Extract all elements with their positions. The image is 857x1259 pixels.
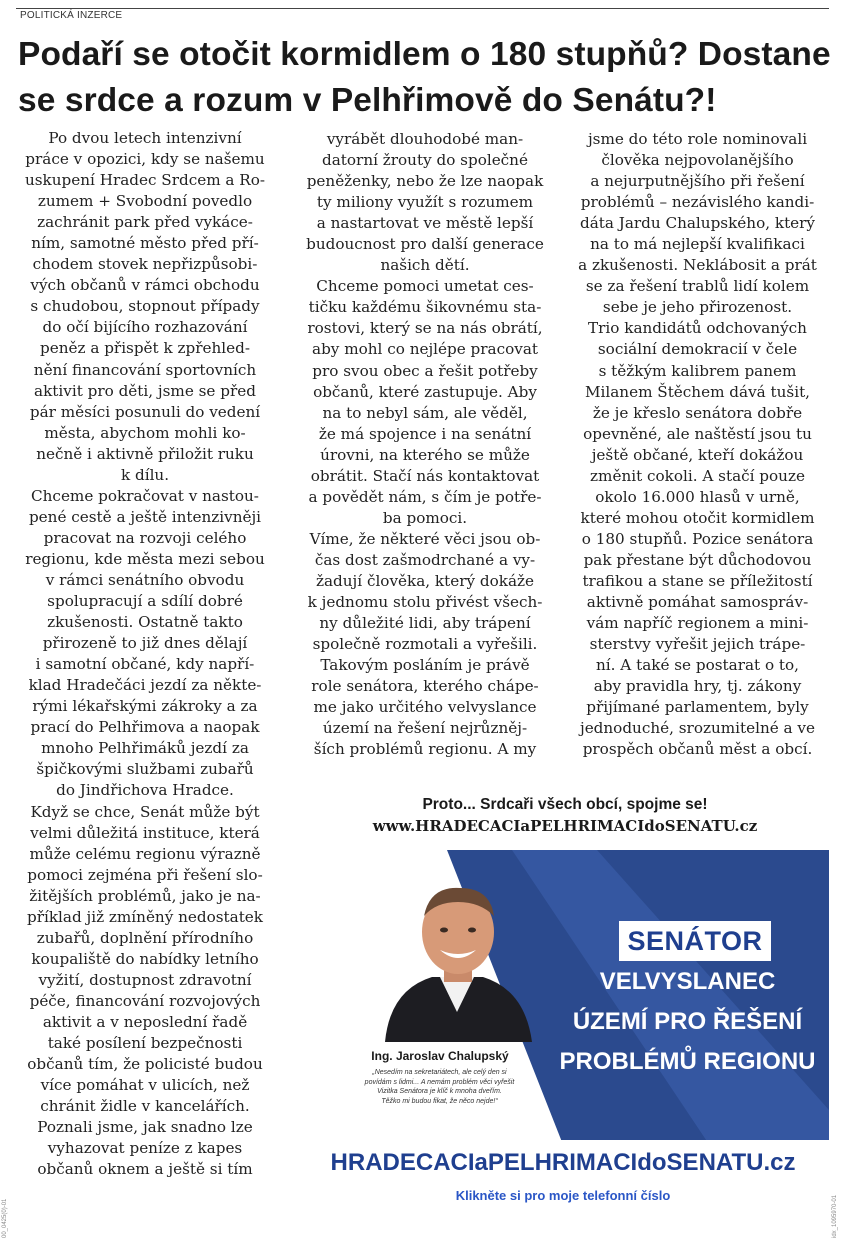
article-text-line: pro svou obec a řešit potřeby [312, 361, 538, 380]
article-text-line: budoucnost pro další generace [306, 235, 544, 254]
article-text-line: k dílu. [120, 465, 170, 484]
article-text-line: sebe je jeho přirozenost. [602, 298, 793, 317]
article-text-line: o 180 stupňů. Pozice senátora [581, 529, 814, 548]
article-text-line: vyžití, dostupnost zdravotní [38, 970, 252, 989]
article-text-line: Trio kandidátů odchovaných [588, 319, 807, 338]
article-text-line: me jako určitého velvyslance [313, 698, 537, 717]
article-text-line: čas dost zašmodrchané a vy- [314, 550, 536, 569]
headline [18, 32, 833, 124]
article-text-line: Víme, že některé věci jsou ob- [309, 529, 541, 548]
article-text-line: na to nebyl sám, ale věděl, [322, 403, 528, 422]
article-text-line: do Jindřichova Hradce. [56, 781, 234, 800]
quote-line: „Nesedím na sekretariátech, ale celý den si [372, 1069, 507, 1076]
article-text-line: dáta Jardu Chalupského, který [579, 214, 815, 233]
article-text-line: na to má nejlepší kvalifikaci [590, 235, 805, 254]
quote-line: Vizitka Senátora je klíč k mnoha dveřím. [377, 1088, 502, 1095]
banner-title-line: ÚZEMÍ PRO ŘEŠENÍ [572, 1008, 803, 1035]
article-text-line: úrovni, na kterého se může [320, 445, 530, 464]
article-text-line: Chceme pokračovat v nastou- [31, 486, 259, 505]
candidate-photo [370, 872, 545, 1042]
article-text-line: žadují člověka, který dokáže [315, 571, 535, 590]
article-text-line: zachránit park před vykáce- [37, 213, 253, 232]
headline-line: se srdce a rozum v Pelhřimově do Senátu?! [18, 82, 717, 119]
article-text-line: a nejurputnějšího při řešení [590, 172, 805, 191]
article-text-line: Když se chce, Senát může být [30, 802, 260, 821]
headline-line: Podaří se otočit kormidlem o 180 stupňů? Dostane [18, 36, 831, 73]
article-text-line: práce v opozici, kdy se našemu [25, 150, 265, 169]
article-text-line: obrátit. Stačí nás kontaktovat [310, 466, 540, 485]
article-text-line: více pomáhat v ulicích, než [40, 1076, 250, 1095]
banner-badge-senator: SENÁTOR [619, 921, 771, 961]
article-text-line: Takovým posláním je právě [320, 656, 530, 675]
candidate-name: Ing. Jaroslav Chalupský [371, 1049, 509, 1063]
article-text-line: role senátora, kterého chápe- [311, 677, 539, 696]
banner-title-line: PROBLÉMŮ REGIONU [559, 1048, 816, 1075]
article-text-line: společně rozmotali a vyřešili. [312, 635, 538, 654]
article-text-line: že je křeslo senátora dobře [592, 403, 803, 422]
closing-website[interactable]: www.HRADECACIaPELHRIMACIdoSENATU.cz [372, 817, 758, 835]
article-text-line: prací do Pelhřimova a naopak [30, 718, 260, 737]
article-text-line: vyhazovat peníze z kapes [47, 1139, 243, 1158]
article-text-line: ba pomoci. [382, 508, 468, 527]
article-text-line: sociální demokracií v čele [597, 340, 798, 359]
quote-line: Těžko mi budou fikat, že něco nejde!“ [381, 1097, 498, 1105]
article-text-line: zkušenosti. Ostatně takto [47, 613, 243, 632]
article-text-line: pár měsíci posunuli do vedení [29, 402, 261, 421]
article-text-line: které mohou otočit kormidlem [580, 508, 815, 527]
article-text-line: a nastartovat ve městě lepší [316, 214, 534, 233]
article-text-line: Chceme pomoci umetat ces- [316, 277, 534, 296]
article-text-line: tičku každému šikovnému sta- [308, 298, 542, 317]
article-text-line: ších problémů regionu. A my [313, 740, 537, 759]
article-text-line: ty miliony využít s rozumem [316, 193, 534, 212]
article-text-line: peněz a přispět k zpřehled- [40, 339, 250, 358]
article-text-line: datorní žrouty do společné [322, 151, 528, 170]
article-text-line: špičkovými službami zubařů [36, 760, 254, 779]
article-text-line: prospěch občanů měst a obcí. [582, 740, 813, 759]
article-text-line: přijímané parlamentem, byly [586, 698, 809, 717]
article-text-line: vých občanů v rámci obchodu [30, 276, 260, 295]
article-text-line: aktivit a v neposlední řadě [42, 1012, 248, 1031]
article-text-line: opevněné, ale naštěstí jsou tu [583, 424, 812, 443]
article-text-line: Po dvou letech intenzivní [48, 129, 242, 147]
article-text-line: občanů tím, že policisté budou [27, 1055, 263, 1074]
article-text-line: spolupracují a sdílí dobré [47, 592, 243, 611]
article-text-line: do očí bijícího rozhazování [42, 318, 248, 337]
article-text-line: s těžkým kalibrem panem [598, 361, 797, 380]
article-text-line: aby pravidla hry, tj. zákony [593, 677, 802, 696]
article-text-line: ještě občané, kteří dokážou [591, 445, 804, 464]
article-text-line: aktivit pro děti, jsme se před [34, 381, 256, 400]
article-text-line: člověka nejpovolanějšího [601, 151, 794, 170]
article-text-line: občanů oknem a ještě si tím [37, 1160, 253, 1179]
article-text-line: změnit cokoli. A stačí pouze [590, 466, 805, 485]
article-text-line: jednoduché, srozumitelné a ve [579, 719, 815, 738]
article-column-1 [10, 128, 280, 1180]
right-margin-code: idx_1095970-01 [832, 1194, 838, 1238]
top-rule [16, 8, 829, 9]
closing-slogan: Proto... Srdcaři všech obcí, spojme se! [422, 796, 708, 813]
article-text-line: s chudobou, stopnout případy [30, 297, 260, 316]
article-text-line: jsme do této role nominovali [587, 130, 808, 148]
article-text-line: v rámci senátního obvodu [45, 570, 245, 589]
article-text-line: trafikou a stane se příležitostí [582, 571, 813, 590]
article-text-line: sterstvy vyřešit jejich trápe- [589, 635, 806, 654]
article-text-line: a zkušenosti. Neklábosit a prát [578, 256, 817, 275]
article-column-2 [290, 129, 560, 760]
article-text-line: ní. A také se postarat o to, [596, 656, 799, 675]
article-text-line: k jednomu stolu přivést všech- [307, 593, 543, 612]
article-text-line: uskupení Hradec Srdcem a Ro- [24, 171, 266, 190]
article-text-line: chránit židle v kancelářích. [40, 1097, 250, 1116]
banner-website-link[interactable]: HRADECACIaPELHRIMACIdoSENATU.cz [330, 1149, 796, 1176]
article-text-line: klad Hradečáci jezdí za někte- [28, 676, 262, 695]
article-text-line: peněženky, nebo že lze naopak [306, 172, 544, 191]
article-text-line: se za řešení trablů lidí kolem [585, 277, 810, 296]
article-text-line: rými lékařskými zákroky a za [32, 697, 258, 716]
article-text-line: ny důležité lidi, aby trápení [319, 614, 531, 633]
article-text-line: nění financování sportovních [33, 360, 257, 379]
article-text-line: přirozeně to již dnes dělají [42, 634, 248, 653]
article-text-line: zumem + Svobodní povedlo [37, 192, 253, 211]
article-text-line: péče, financování rozvojových [29, 991, 261, 1010]
article-text-line: našich dětí. [380, 256, 470, 275]
article-text-line: velmi důležitá instituce, která [30, 823, 260, 842]
article-text-line: aby mohl co nejlépe pracovat [312, 340, 538, 359]
article-text-line: regionu, kde města mezi sebou [25, 549, 265, 568]
article-column-3 [565, 129, 830, 760]
article-text-line: města, abychom mohli ko- [44, 423, 246, 442]
article-text-line: občanů, které zastupuje. Aby [313, 382, 537, 401]
section-label: POLITICKÁ INZERCE [20, 10, 123, 21]
article-text-line: zubařů, doplnění přírodního [36, 928, 254, 947]
article-text-line: Poznali jsme, jak snadno lze [37, 1118, 253, 1137]
article-text-line: okolo 16.000 hlasů v urně, [595, 487, 800, 506]
article-text-line: Milanem Štěchem dává tušit, [584, 382, 811, 401]
left-margin-code: 00_0425(0)-01 [2, 1198, 8, 1238]
article-text-line: že má spojence i na senátní [318, 424, 532, 443]
article-text-line: pené cestě a ještě intenzivněji [28, 507, 262, 526]
article-text-line: nečně i aktivně přiložit ruku [36, 444, 254, 463]
article-text-line: i samotní občané, kdy napří- [35, 655, 255, 674]
article-text-line: rostovi, který se na nás obrátí, [307, 319, 543, 338]
article-text-line: ním, samotné město před pří- [31, 234, 259, 253]
phone-number-link[interactable]: Klikněte si pro moje telefonní číslo [455, 1188, 671, 1203]
article-text-line: pracovat na rozvoji celého [43, 528, 247, 547]
candidate-quote [322, 1068, 557, 1106]
article-text-line: a povědět nám, s čím je potře- [308, 487, 542, 506]
article-text-line: problémů – nezávislého kandi- [580, 193, 815, 212]
article-text-line: chodem stovek nepřizpůsobi- [32, 255, 258, 274]
article-text-line: pomoci zejména při řešení slo- [27, 865, 263, 884]
article-text-line: žitějších problémů, jako je na- [29, 886, 261, 905]
article-text-line: mnoho Pelhřimáků jezdí za [41, 739, 249, 758]
article-text-line: může celému regionu výrazně [29, 844, 261, 863]
article-text-line: vyrábět dlouhodobé man- [326, 130, 524, 148]
article-text-line: území na řešení nejrůzněj- [322, 719, 528, 738]
banner-title-line: VELVYSLANEC [599, 968, 776, 995]
article-text-line: vám napříč regionem a mini- [586, 614, 809, 633]
article-text-line: koupaliště do nabídky letního [31, 949, 259, 968]
article-text-line: příklad již zmíněný nedostatek [27, 907, 263, 926]
quote-line: povídám s lidmi... A nemám problém věci vyřešit [364, 1078, 515, 1086]
article-text-line: pak přestane být důchodovou [583, 550, 812, 569]
article-text-line: také posílení bezpečnosti [47, 1034, 243, 1053]
article-text-line: aktivně pomáhat samospráv- [586, 593, 809, 612]
